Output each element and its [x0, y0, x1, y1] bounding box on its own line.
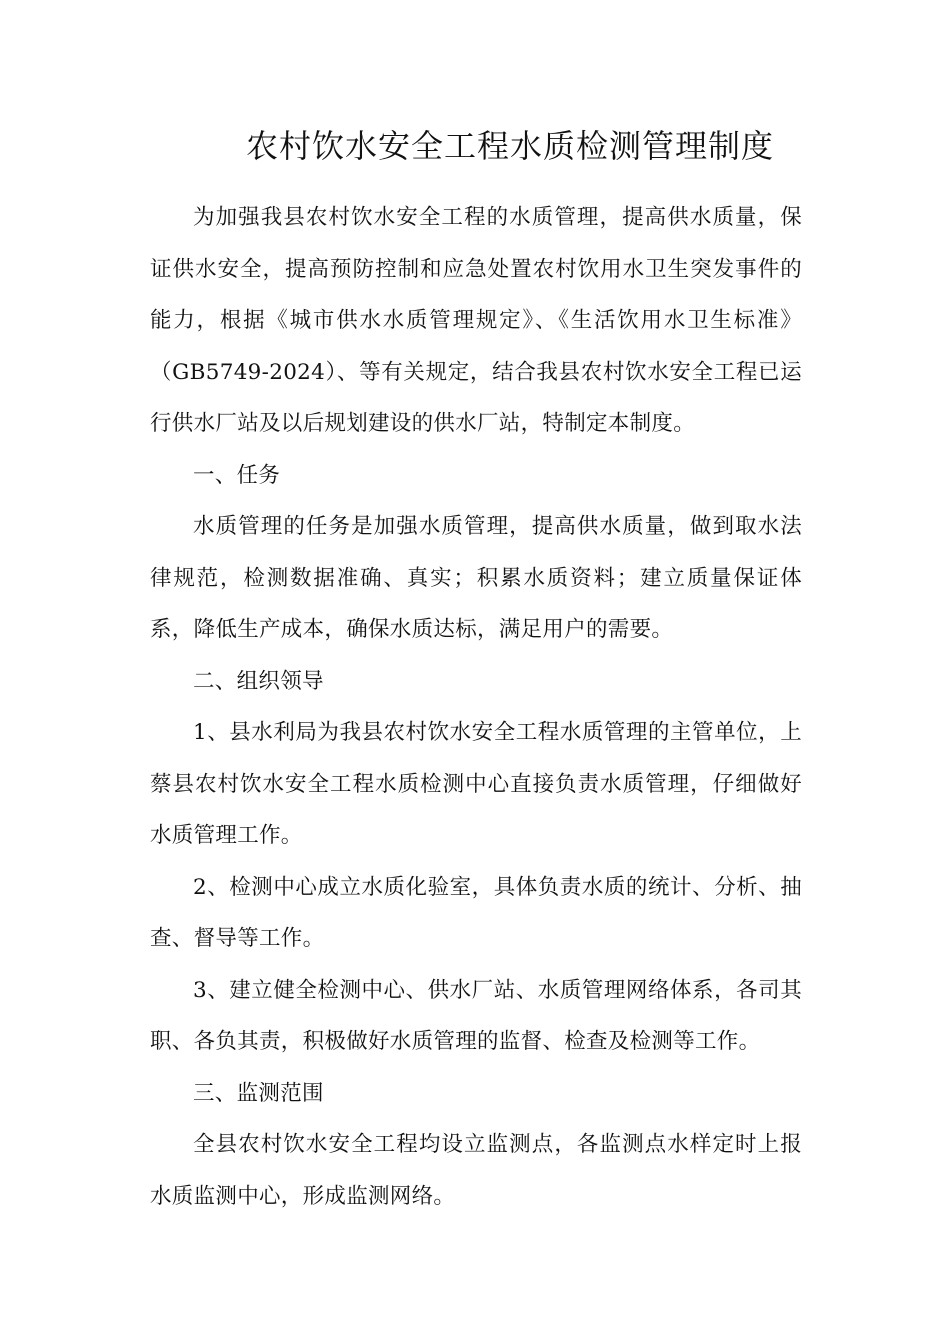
section-heading-tasks: 一、任务 — [193, 462, 281, 488]
paragraph-organization-1: 1、县水利局为我县农村饮水安全工程水质管理的主管单位，上蔡县农村饮水安全工程水质检测中心直接负责水质管理，仔细做好水质管理工作。 — [150, 720, 802, 848]
paragraph-intro: 为加强我县农村饮水安全工程的水质管理，提高供水质量，保证供水安全，提高预防控制和应急处置农村饮用水卫生突发事件的能力，根据《城市供水水质管理规定》、《生活饮用水卫生标准》（GB5749-2024）、等有关规定，结合我县农村饮水安全工程已运行供水厂站及以后规划建设的供水厂站，特制定本制度。 — [150, 205, 802, 436]
paragraph-organization-3: 3、建立健全检测中心、供水厂站、水质管理网络体系，各司其职、各负其责，积极做好水质管理的监督、检查及检测等工作。 — [150, 977, 802, 1054]
document-title: 农村饮水安全工程水质检测管理制度 — [245, 127, 774, 165]
section-heading-organization: 二、组织领导 — [193, 668, 324, 694]
section-heading-monitoring-scope: 三、监测范围 — [193, 1080, 324, 1106]
paragraph-organization-2: 2、检测中心成立水质化验室，具体负责水质的统计、分析、抽查、督导等工作。 — [150, 874, 802, 951]
document-body — [150, 192, 802, 1222]
paragraph-tasks: 水质管理的任务是加强水质管理，提高供水质量，做到取水法律规范，检测数据准确、真实；积累水质资料；建立质量保证体系，降低生产成本，确保水质达标，满足用户的需要。 — [150, 514, 802, 642]
paragraph-monitoring-scope: 全县农村饮水安全工程均设立监测点，各监测点水样定时上报水质监测中心，形成监测网络。 — [150, 1132, 802, 1209]
